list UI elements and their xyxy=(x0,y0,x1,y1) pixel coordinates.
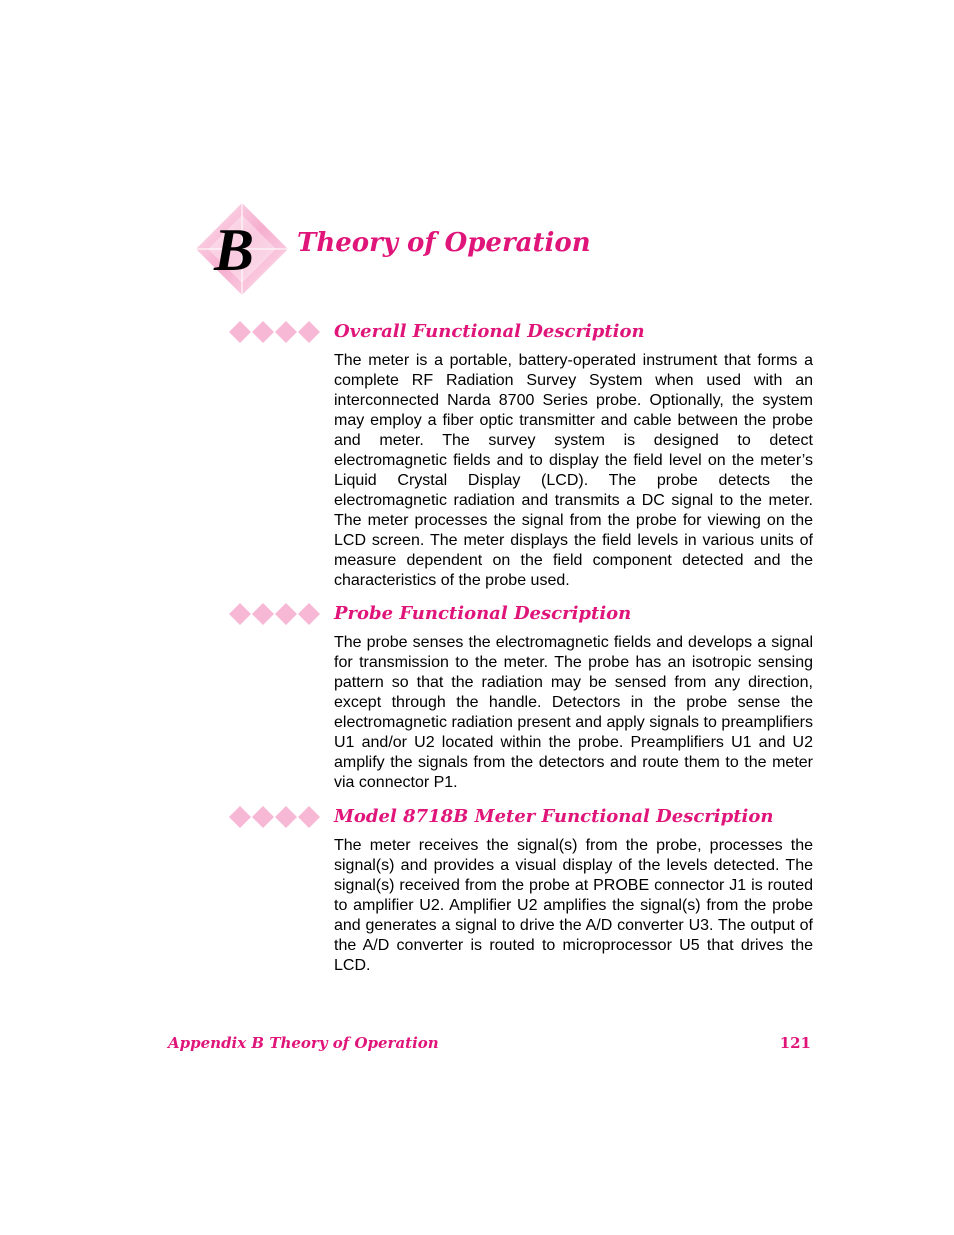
section-heading xyxy=(228,804,828,830)
section-title: Overall Functional Description xyxy=(334,321,645,342)
diamonds-bullet-icon xyxy=(228,320,322,344)
diamonds-bullet-icon xyxy=(228,805,322,829)
page-number: 121 xyxy=(779,1034,811,1052)
section-title: Probe Functional Description xyxy=(334,603,632,624)
section-title: Model 8718B Meter Functional Description xyxy=(334,806,774,827)
diamonds-bullet-icon xyxy=(228,602,322,626)
section-overall xyxy=(228,319,828,591)
footer-title: Appendix B Theory of Operation xyxy=(168,1034,439,1052)
section-paragraph: The meter receives the signal(s) from the probe, processes the signal(s) and provides a visual display of the levels detected. The signal(s) received from the probe at PROBE connector J1 is routed to amplifier U2. Amplifier U2 amplifies the signal(s) from the probe and generates a signal to drive the A/D converter U3. The output of the A/D converter is routed to microprocessor U5 that drives the LCD. xyxy=(334,837,813,974)
chapter-letter: B xyxy=(214,217,255,283)
chapter-title: Theory of Operation xyxy=(297,228,591,258)
section-heading xyxy=(228,319,828,345)
section-heading xyxy=(228,601,828,627)
section-paragraph: The probe senses the electromagnetic fields and develops a signal for transmission to the meter. The probe has an isotropic sensing pattern so that the radiation may be sensed from any direction, except through the handle. Detectors in the probe sense the electromagnetic radiation present and apply signals to preamplifiers U1 and/or U2 located within the probe. Preamplifiers U1 and U2 amplify the signals from the detectors and route them to the meter via connector P1. xyxy=(334,634,813,791)
section-paragraph: The meter is a portable, battery-operated instrument that forms a complete RF Radiation Survey System when used with an interconnected Narda 8700 Series probe. Optionally, the system may employ a fiber optic transmitter and cable between the probe and meter. The survey system is designed to detect electromagnetic fields and to display the field level on the meter’s Liquid Crystal Display (LCD). The probe detects the electromagnetic radiation and transmits a DC signal to the meter. The meter processes the signal from the probe for viewing on the LCD screen. The meter displays the field levels in various units of measure dependent on the field component detected and the characteristics of the probe used. xyxy=(334,352,813,589)
section-probe xyxy=(228,601,828,793)
section-meter xyxy=(228,804,828,976)
